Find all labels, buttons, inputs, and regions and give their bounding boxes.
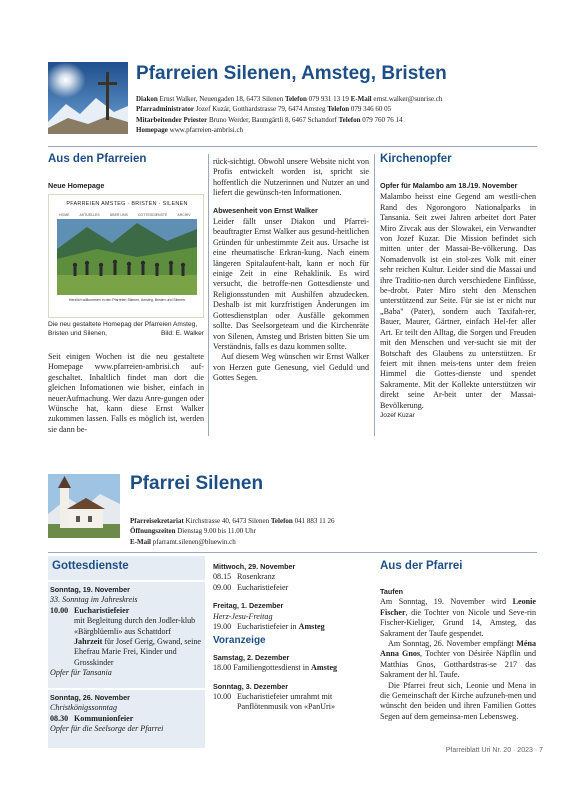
section-heading-aus-den-pfarreien: Aus den Pfarreien — [48, 153, 147, 165]
info-line: Öffnungszeiten Dienstag 9.00 bis 11.00 Uhr — [130, 527, 256, 536]
service-schedule-continued: Mittwoch, 29. November 08.15 Rosenkranz 09.00 Eucharistiefeier Freitag, 1. Dezember Herz-Jesu-Freitag 19.00 Eucharistiefeier in Amsteg Voranzeige Samstag, 2. Dezember 18.00 Familiengottesdienst in Amsteg Sonntag, 3. Dezember 10.00 Eucharistiefeier umrahmt mit Panflötenmusik von «PanUri» — [213, 562, 369, 713]
divider — [48, 146, 537, 147]
section-heading-gottesdienste: Gottesdienste — [52, 560, 129, 572]
screenshot-nav-item: GOTTESDIENSTE — [137, 213, 168, 217]
subheading-abwesenheit: Abwesenheit von Ernst Walker — [213, 205, 318, 215]
contact-line: Diakon Ernst Walker, Neuengaden 18, 6473 Silenen Telefon 079 931 13 19 E-Mail ernst.walker@sunrise.ch — [136, 95, 443, 103]
contact-line: Mitarbeitender Priester Bruno Werder, Baumgärtli 8, 6467 Schattdorf Telefon 079 760 76 14 — [136, 115, 403, 124]
church-photo — [48, 474, 120, 538]
column-3-text — [380, 181, 536, 421]
secretariat-info — [130, 516, 510, 547]
paragraph: Leider fällt unser Diakon und Pfarrei-beauftragter Ernst Walker aus gesund-heitlichen Gründen für unbestimmte Zeit aus. Ursache ist eine rheumatische Erkran-kung. Nach einem längeren Spitalaufent-halt, kann er noch für einige Zeit in eine Rehaklinik. Es wird versucht, die betroffe-nen Gottesdienste und Religionsstunden mit Aushilfen abzudecken. Deshalb ist mit kurzfristigen Änderungen im Gottesdienstplan oder Ausfälle gekommen sollte. Das Seelsorgeteam und die Kirchenräte von Silenen, Amsteg und Bristen bitten Sie um Verständnis, falls es dazu kommen sollte. — [213, 217, 369, 351]
paragraph: Am Sonntag, 19. November wird Leonie Fischer, die Tochter von Nicole und Seve-rin Fischer-Kieliger, Grund 14, Amsteg, das Sakrament der Taufe gespendet. — [380, 597, 536, 638]
homepage-screenshot-image — [48, 194, 204, 318]
contact-list — [136, 94, 556, 136]
divider — [48, 580, 205, 582]
image-caption: Die neu gestaltete Homepag der Pfarreien Amsteg, Bristen und Silenen, Bild: E. Walker — [48, 321, 204, 338]
subsection-voranzeige: Voranzeige — [213, 635, 266, 647]
page-title: Pfarreien Silenen, Amsteg, Bristen — [136, 63, 447, 84]
contact-line: Homepage www.pfarreien-ambrisi.ch — [136, 126, 244, 135]
column-3b-text: Taufen Am Sonntag, 19. November wird Leonie Fischer, die Tochter von Nicole und Seve-rin Fischer-Kieliger, Grund 14, Amsteg, das Sakrament der Taufe gespendet. Am Sonntag, 26. November empfängt Ména Anna Gnos, Tochter von Désirée Näpflin und Matthias Gnos, Gotthardstras-se 217 das Sakrament der hl. Taufe. Die Pfarrei freut sich, Leonie und Mena in die Gemeinschaft der Kirche aufzuneh-men und wünscht den beiden und ihren Familien Gottes Segen auf dem gemeinsa-men Lebensweg. — [380, 587, 536, 721]
paragraph: rück-sichtigt. Obwohl unsere Website nicht von Profis entwickelt worden ist, spricht sie hoffentlich die Nutzerinnen und Nutzer an und liefert die gewünsch-ten Informationen. — [213, 157, 369, 198]
paragraph: Die Pfarrei freut sich, Leonie und Mena in die Gemeinschaft der Kirche aufzuneh-men und wünscht den beiden und ihren Familien Gottes Segen auf dem gemeinsa-men Lebensweg. — [380, 680, 536, 721]
subheading-opfer: Opfer für Malambo am 18./19. November — [380, 181, 518, 190]
homepage-link[interactable]: www.pfarreien-ambrisi.ch — [169, 126, 244, 135]
page-footer: Pfarreiblatt Uri Nr. 20 · 2023 · 7 — [445, 747, 543, 754]
screenshot-nav-item: AKTUELLES — [79, 213, 100, 217]
section-heading-kirchenopfer: Kirchenopfer — [380, 153, 452, 165]
service-day: Sonntag, 19. November 33. Sonntag im Jahreskreis 10.00 Eucharistiefeier mit Begleitung durch den Jodler-klub «Bärgblüemli» aus Schattdorf Jahrzeit für Josef Gerig, Gwand, seine Ehefrau Marie Frei, Kinder und Grosskinder Opfer für Tansania — [50, 585, 202, 678]
screenshot-nav-item: HOME — [59, 213, 70, 217]
screenshot-nav-item: ÜBER UNS — [109, 213, 128, 217]
subheading-neue-homepage: Neue Homepage — [48, 181, 105, 190]
email-link[interactable]: pfarramt.silenen@bluewin.ch — [152, 537, 236, 546]
contact-line: Pfarradministrator Jozef Kuzár, Gotthardstrasse 79, 6474 Amsteg Telefon 079 346 60 05 — [136, 105, 392, 114]
info-line: E-Mail pfarramt.silenen@bluewin.ch — [130, 537, 236, 546]
signature: Jozef Kuzar — [380, 411, 415, 419]
screenshot-banner: PFARREIEN AMSTEG · BRISTEN · SILENEN — [66, 201, 188, 207]
divider — [48, 688, 205, 690]
group-photo — [57, 219, 197, 295]
screenshot-caption: Herzlich willkommen in den Pfarreien Silenen, Amsteg, Bristen und Silenen — [68, 298, 186, 302]
column-divider — [208, 154, 209, 436]
section-heading-aus-der-pfarrei: Aus der Pfarrei — [380, 560, 463, 572]
column-divider — [374, 154, 375, 436]
divider — [48, 552, 537, 553]
paragraph: Malambo heisst eine Gegend am westli-chen Rand des Ngorongoro Nationalparks in Tansania. Seit zwei Jahren arbeitet dort Pater Miro Zivcak aus der Slowakei, ein Verwandter von Jozef Kuzar. Die Mission befindet sich mitten unter der Massai-Be-völkerung. Das Nomadenvolk ist ein stol-zes Volk mit einer sehr reichen Kultur. Leider sind die Massai und ihre Traditio-nen durch verschiedene Einflüsse, be-drobt. Pater Miro steht den Menschen unterstützend zur Seite. Für sie ist er nicht nur „Baba" (Pater), sondern auch Taxifah-rer, Bauer, Maurer, Gärtner, einfach Hel-fer aller Art. Er teilt den Alltag, die Sorgen und Freuden mit den Menschen und ver-sucht sie mit der Botschaft des Glaubens zu unterstützen. Er feiert mit ihnen meis-tens unter dem freien Himmel die Gottes-dienste und spendet Sakramente. Mit der Kollekte unterstützen wir direkt seine Ar-beit unter der Massai-Bevölkerung. — [380, 192, 536, 410]
column-1-text — [48, 352, 204, 435]
service-day: Sonntag, 26. November Christkönigssonntag 08.30 Kommunionfeier Opfer für die Seelsorge der Pfarrei — [50, 693, 164, 734]
column-2-text — [213, 157, 369, 384]
header-photo-cross — [48, 62, 128, 134]
section-title-pfarrei-silenen: Pfarrei Silenen — [130, 473, 264, 494]
paragraph: Am Sonntag, 26. November empfängt Ména Anna Gnos, Tochter von Désirée Näpflin und Matthias Gnos, Gotthardstras-se 217 das Sakrament der hl. Taufe. — [380, 639, 536, 680]
screenshot-nav-item: ARCHIV — [177, 213, 191, 217]
paragraph: Seit einigen Wochen ist die neu gestaltete Homepage www.pfarreien-ambrisi.ch auf-geschaltet. Inhaltlich findet man dort die gleichen Infomationen wie bisher, einfach in neuerAufmachung. Wer dazu Anre-gungen oder Wünsche hat, kann diese Ernst Walker zukommen lassen. Falls es möglich ist, werden sie dann be- — [48, 352, 204, 434]
image-credit: Bild: E. Walker — [161, 330, 204, 338]
paragraph: Auf diesem Weg wünschen wir Ernst Walker von Herzen gute Genesung, viel Geduld und Gottes Segen. — [213, 352, 369, 383]
info-line: Pfarreisekretariat Kirchstrasse 40, 6473 Silenen Telefon 041 883 11 26 — [130, 517, 335, 525]
